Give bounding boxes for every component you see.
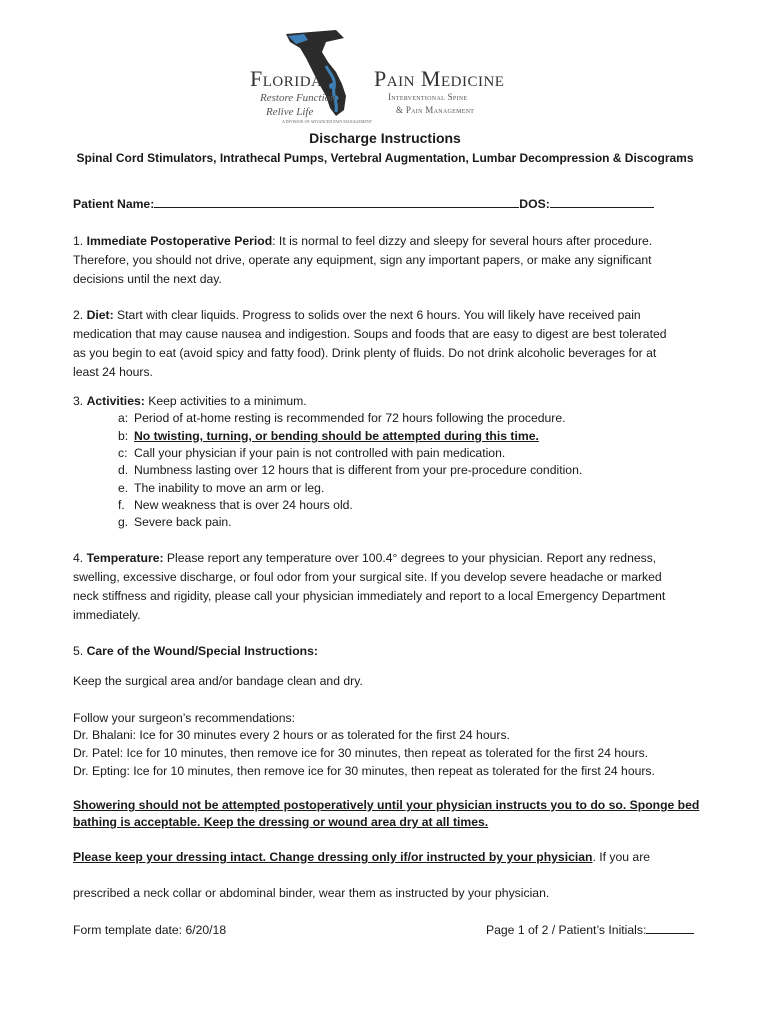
section-4-line-3: neck stiffness and rigidity, please call your physician immediately and report to a local Emergency Department [73, 589, 666, 603]
section-1-line-2: Therefore, you should not drive, operate any equipment, sign any important papers, or make any significant [73, 253, 652, 267]
wound-care-text: Keep the surgical area and/or bandage clean and dry. [73, 674, 363, 688]
section-3-intro: 3. Activities: Keep activities to a minimum. [73, 394, 307, 408]
section-1-line-1: 1. Immediate Postoperative Period: It is normal to feel dizzy and sleepy for several hours after procedure. [73, 234, 653, 248]
list-item: b: No twisting, turning, or bending should be attempted during this time. [118, 429, 539, 443]
logo-subtitle-2: & Pain Management [396, 105, 475, 115]
logo-tagline-2: Relive Life [266, 106, 314, 118]
dos-label: DOS: [519, 197, 550, 211]
section-2-line-1: 2. Diet: Start with clear liquids. Progress to solids over the next 6 hours. You will likely have received pain [73, 308, 641, 322]
section-2-line-4: least 24 hours. [73, 365, 153, 379]
dr-bhalani-instruction: Dr. Bhalani: Ice for 30 minutes every 2 hours or as tolerated for the first 24 hours. [73, 728, 510, 742]
showering-warning-line-1: Showering should not be attempted postoperatively until your physician instructs you to do so. Sponge bed [73, 798, 700, 812]
list-item: e. The inability to move an arm or leg. [118, 481, 325, 495]
form-template-date: Form template date: 6/20/18 [73, 923, 227, 937]
section-1-line-3: decisions until the next day. [73, 272, 222, 286]
section-2-heading: Diet: [86, 308, 114, 322]
page-info: Page 1 of 2 / Patient’s Initials: [486, 921, 694, 939]
dr-patel-instruction: Dr. Patel: Ice for 10 minutes, then remove ice for 30 minutes, then repeat as tolerated for the first 24 hours. [73, 746, 649, 760]
patient-name-field[interactable] [154, 195, 519, 208]
patient-initials-field[interactable] [646, 921, 694, 934]
dos-field[interactable] [550, 195, 654, 208]
list-item: c: Call your physician if your pain is not controlled with pain medication. [118, 446, 506, 460]
dr-epting-instruction: Dr. Epting: Ice for 10 minutes, then remove ice for 30 minutes, then repeat as tolerated for the first 24 hours. [73, 764, 655, 778]
logo-tagline-1: Restore Function [260, 92, 336, 104]
patient-info-line [73, 195, 654, 213]
showering-warning-line-2: bathing is acceptable. Keep the dressing or wound area dry at all times. [73, 815, 489, 829]
clinic-logo [246, 26, 536, 126]
section-4-line-4: immediately. [73, 608, 141, 622]
surgeon-recommendations-label: Follow your surgeon’s recommendations: [73, 711, 295, 725]
patient-name-label: Patient Name: [73, 197, 155, 211]
section-4-line-1: 4. Temperature: Please report any temperature over 100.4° degrees to your physician. Report any redness, [73, 551, 657, 565]
logo-division-text: A DIVISION OF ADVANCED PAIN MANAGEMENT [282, 119, 373, 124]
list-item: f. New weakness that is over 24 hours old. [118, 498, 353, 512]
section-2-line-3: as you begin to eat (avoid spicy and fatty food). Drink plenty of fluids. Do not drink alcoholic beverages for at [73, 346, 657, 360]
page-title: Discharge Instructions [309, 130, 461, 146]
logo-name-left: Florida [250, 66, 323, 91]
dressing-instruction: Please keep your dressing intact. Change dressing only if/or instructed by your physician. If you are [73, 850, 651, 864]
section-4-line-2: swelling, excessive discharge, or foul odor from your surgical site. If you develop severe headache or marked [73, 570, 662, 584]
section-4-heading: Temperature: [86, 551, 164, 565]
list-item: d. Numbness lasting over 12 hours that is different from your pre-procedure condition. [118, 463, 583, 477]
collar-instruction: prescribed a neck collar or abdominal binder, wear them as instructed by your physician. [73, 886, 550, 900]
section-5-heading: Care of the Wound/Special Instructions: [86, 644, 318, 658]
section-3-heading: Activities: [86, 394, 145, 408]
logo-name-right: Pain Medicine [374, 66, 505, 91]
section-2-line-2: medication that may cause nausea and indigestion. Soups and foods that are easy to digest are best tolerated [73, 327, 667, 341]
section-5-heading-line: 5. Care of the Wound/Special Instructions: [73, 644, 318, 658]
list-item: g. Severe back pain. [118, 515, 232, 529]
page-subtitle: Spinal Cord Stimulators, Intrathecal Pumps, Vertebral Augmentation, Lumbar Decompression & Discograms [76, 151, 694, 165]
section-1-heading: Immediate Postoperative Period [86, 234, 273, 248]
list-item: a: Period of at-home resting is recommended for 72 hours following the procedure. [118, 411, 566, 425]
logo-subtitle-1: Interventional Spine [388, 92, 468, 102]
